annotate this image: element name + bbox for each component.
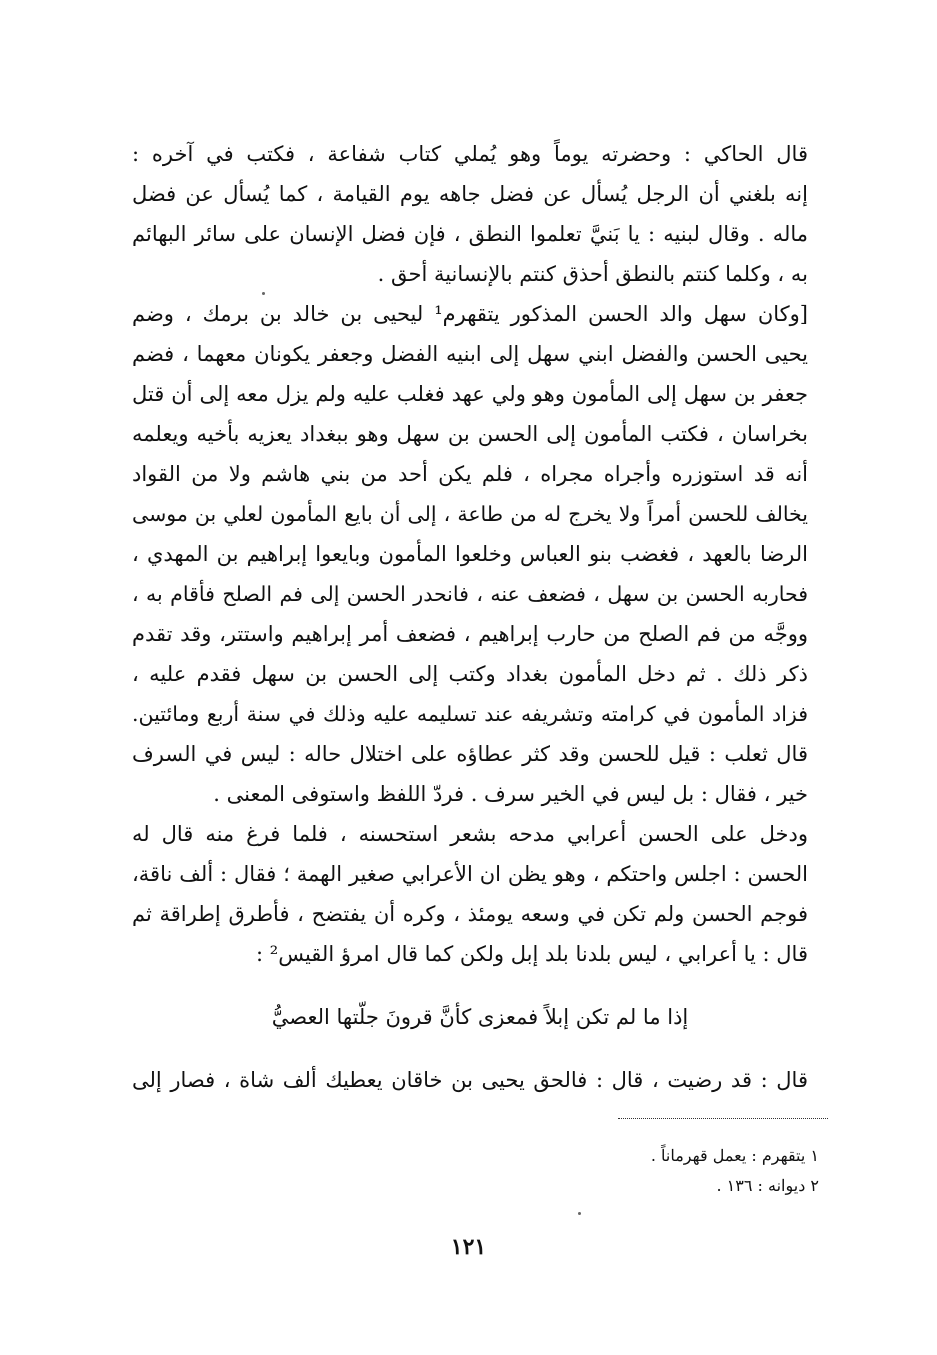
body-line-15: فزاد المأمون في كرامته وتشريفه عند تسليمه عليه وذلك في سنة أربع ومائتين. [132,702,808,726]
body-line-19: الحسن : اجلس واحتكم ، وهو يظن ان الأعرابي صغير الهمة ؛ فقال : ألف ناقة، [132,862,808,886]
body-line-17: خير ، فقال : بل ليس في الخير سرف . فردّ اللفظ واستوفى المعنى . [213,782,808,806]
footnote-separator [618,1118,828,1119]
print-speck [578,1212,581,1215]
body-line-16: قال ثعلب : قيل للحسن وقد كثر عطاؤه على اختلال حاله : ليس في السرف [132,742,808,766]
body-line-5: [وكان سهل والد الحسن المذكور يتقهرم¹ ليحيى بن خالد بن برمك ، وضم [132,302,808,326]
body-line-14: ذكر ذلك . ثم دخل المأمون بغداد وكتب إلى الحسن بن سهل فقدم عليه ، [132,662,808,686]
footnote-1: ١ يتقهرم : يعمل قهرماناً . [650,1146,819,1165]
body-line-8: بخراسان ، فكتب المأمون إلى الحسن بن سهل وهو ببغداد يعزيه بأخيه ويعلمه [132,422,808,446]
body-line-12: فحاربه الحسن بن سهل ، فضعف عنه ، فانحدر الحسن إلى فم الصلح فأقام به ، [132,582,808,606]
body-line-21: قال : يا أعرابي ، ليس بلدنا بلد إبل ولكن كما قال امرؤ القيس² : [256,942,808,966]
body-line-9: أنه قد استوزره وأجراه مجراه ، فلم يكن أحد من بني هاشم ولا من القواد [132,462,808,486]
poem-verse: إذا ما لم تكن إبلاً فمعزى كأنَّ قرونَ جلّتها العصيُّ [271,1005,689,1029]
body-line-18: ودخل على الحسن أعرابي مدحه بشعر استحسنه ، فلما فرغ منه قال له [132,822,808,846]
page-number: ١٢١ [450,1234,487,1260]
body-line-11: الرضا بالعهد ، فغضب بنو العباس وخلعوا المأمون وبايعوا إبراهيم بن المهدي ، [132,542,808,566]
body-line-10: يخالف للحسن أمراً ولا يخرج له من طاعة ، إلى أن بايع المأمون لعلي بن موسى [132,502,808,526]
body-line-7: جعفر بن سهل إلى المأمون وهو ولي عهد فغلب عليه ولم يزل معه إلى أن قتل [132,382,808,406]
body-line-13: ووجَّه من فم الصلح من حارب إبراهيم ، فضعف أمر إبراهيم واستتر، وقد تقدم [132,622,808,646]
print-speck [262,292,265,295]
body-line-2: إنه بلغني أن الرجل يُسأل عن فضل جاهه يوم القيامة ، كما يُسأل عن فضل [132,182,808,206]
body-line-3: ماله . وقال لبنيه : يا بَنيَّ تعلموا النطق ، فإن فضل الإنسان على سائر البهائم [132,222,808,246]
body-line-4: به ، وكلما كنتم بالنطق أحذق كنتم بالإنسانية أحق . [377,262,808,286]
body-line-6: يحيى الحسن والفضل ابني سهل إلى ابنيه الفضل وجعفر يكونان معهما ، فضم [132,342,808,366]
body-line-20: فوجم الحسن ولم تكن في وسعه يومئذ ، وكره أن يفتضح ، فأطرق إطراقة ثم [132,902,808,926]
footnote-2: ٢ ديوانه : ١٣٦ . [716,1176,819,1195]
body-line-1: قال الحاكي : وحضرته يوماً وهو يُملي كتاب شفاعة ، فكتب في آخره : [132,142,808,166]
body-line-final: قال : قد رضيت ، قال : فالحق يحيى بن خاقان يعطيك ألف شاة ، فصار إلى [132,1068,808,1092]
